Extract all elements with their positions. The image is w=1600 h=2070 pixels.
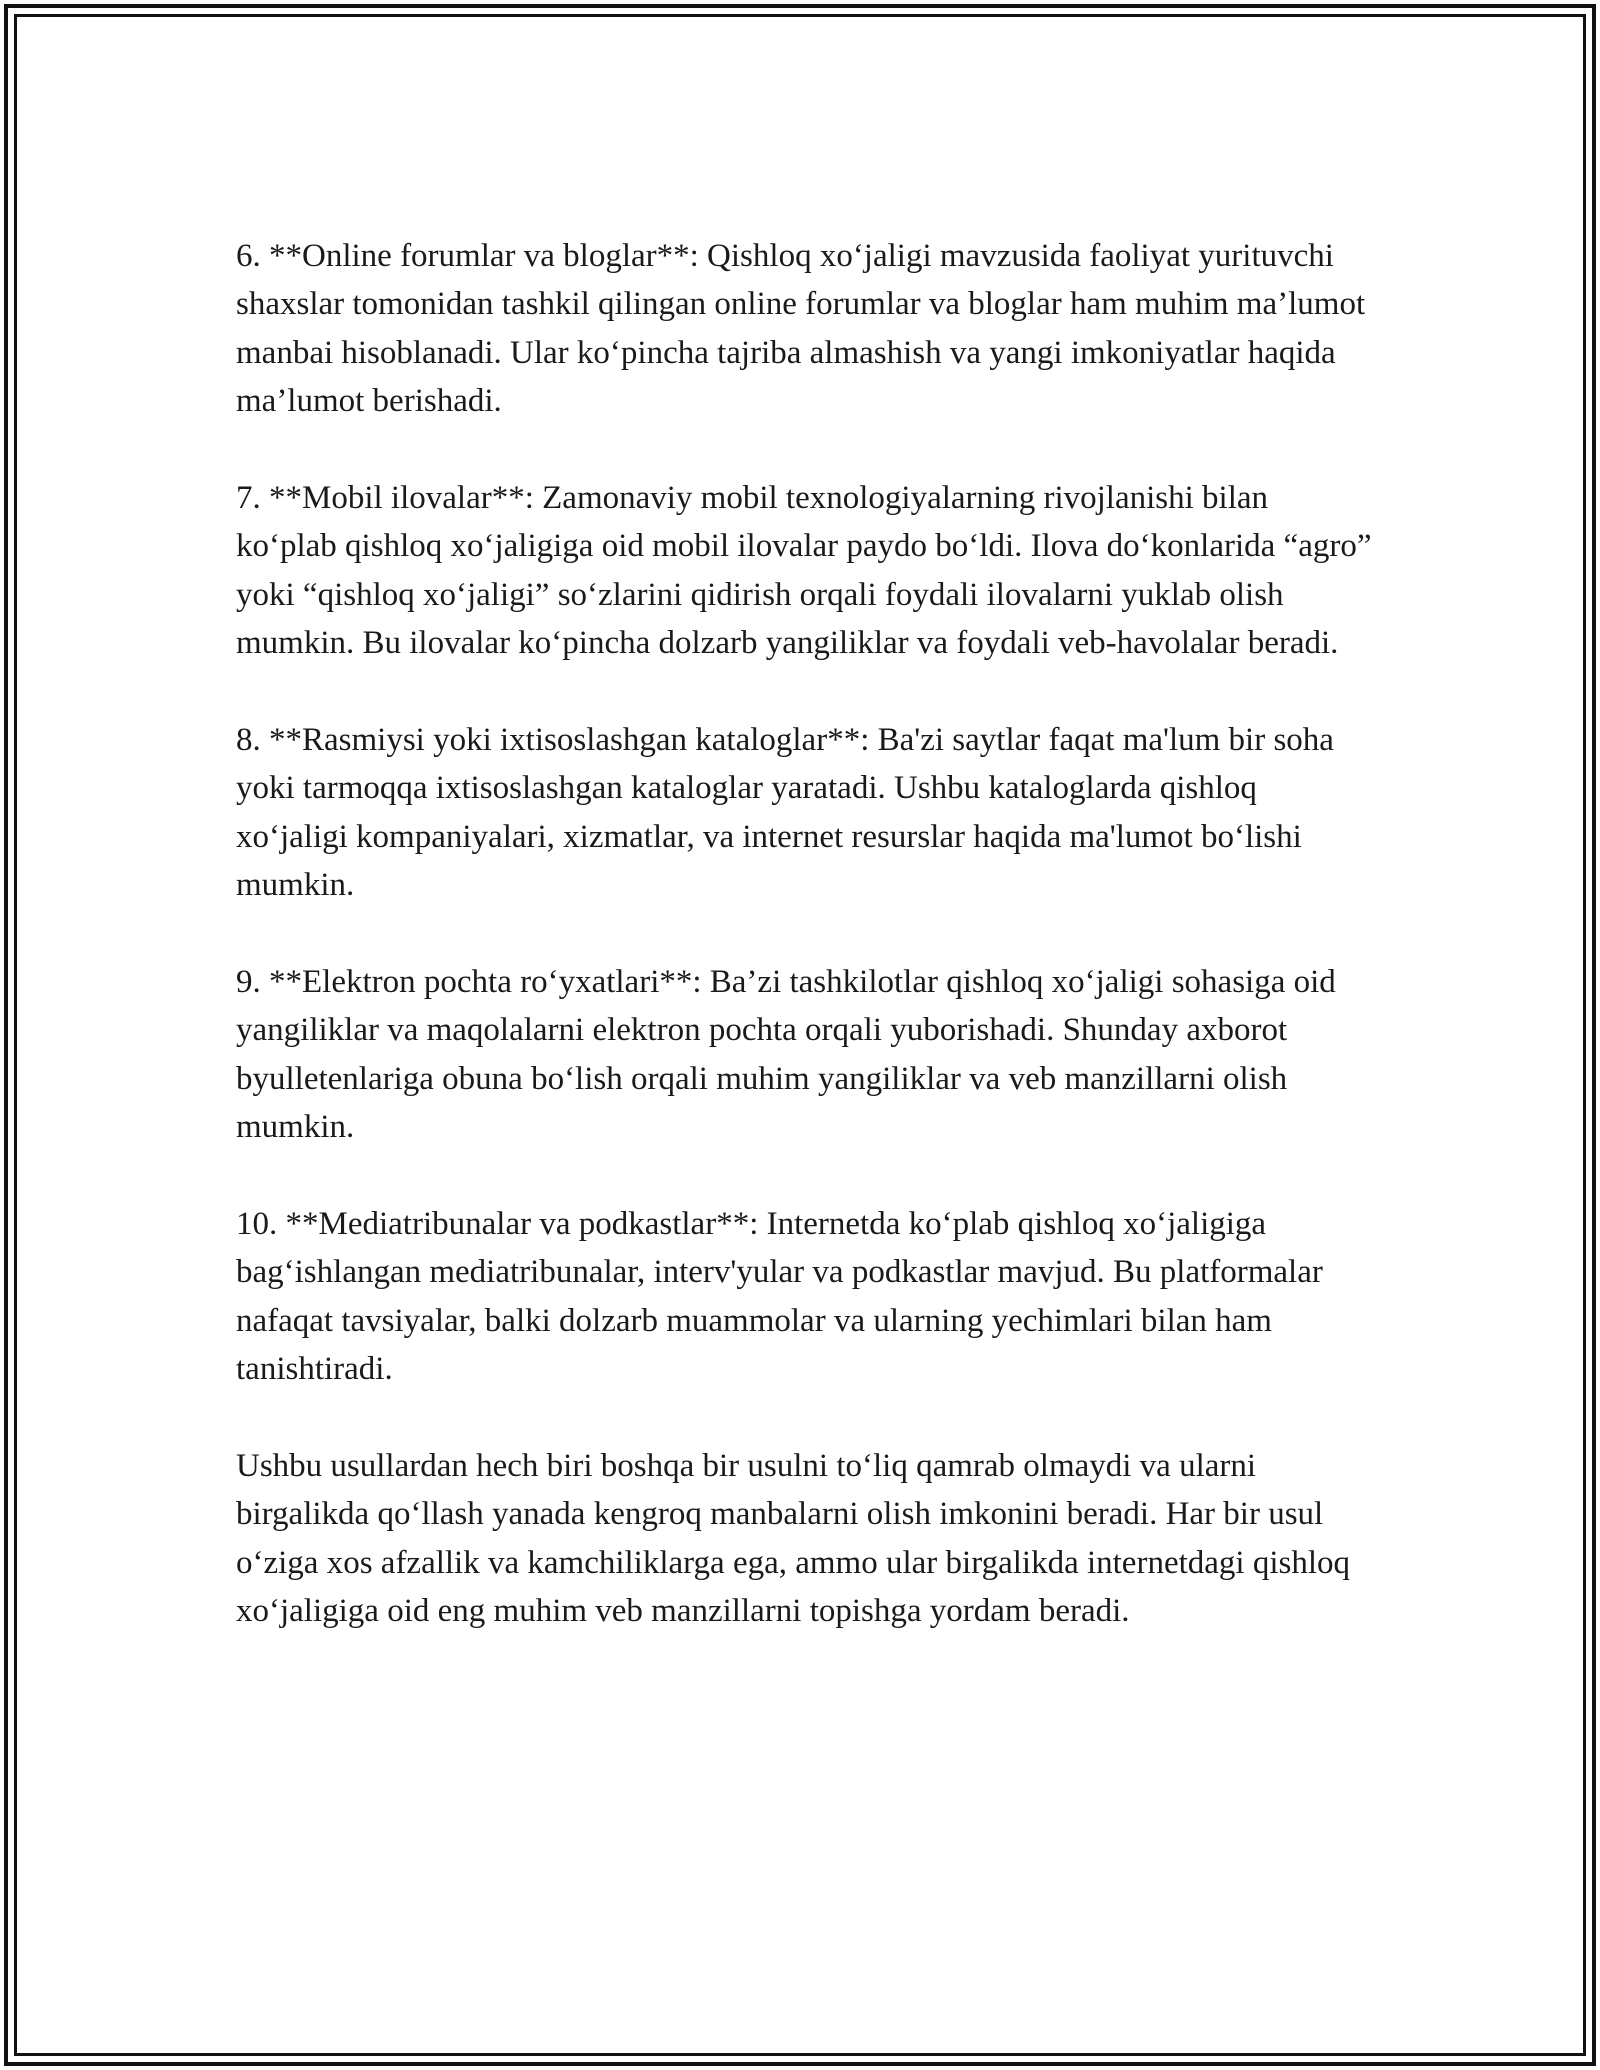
paragraph-email-lists: 9. **Elektron pochta ro‘yxatlari**: Ba’zi tashkilotlar qishloq xo‘jaligi sohasiga oid yangiliklar va maqolalarni elektron pochta orqali yuborishadi. Shunday axborot byulletenlariga obuna bo‘lish orqali muhim yangiliklar va veb manzillarni olish mumkin. (236, 964, 1336, 1146)
paragraph-mobile-apps: 7. **Mobil ilovalar**: Zamonaviy mobil texnologiyalarning rivojlanishi bilan ko‘plab qishloq xo‘jaligiga oid mobil ilovalar paydo bo‘ldi. Ilova do‘konlarida “agro” yoki “qishloq xo‘jaligi” so‘zlarini qidirish orqali foydali ilovalarni yuklab olish mumkin. Bu ilovalar ko‘pincha dolzarb yangiliklar va foydali veb-havolalar beradi. (236, 480, 1372, 662)
paragraph-online-forums: 6. **Online forumlar va bloglar**: Qishloq xo‘jaligi mavzusida faoliyat yurituvchi shaxslar tomonidan tashkil qilingan online forumlar va bloglar ham muhim ma’lumot manbai hisoblanadi. Ular ko‘pincha tajriba almashish va yangi imkoniyatlar haqida ma’lumot berishadi. (236, 238, 1366, 420)
document-body (236, 232, 1376, 1636)
paragraph-media-podcasts: 10. **Mediatribunalar va podkastlar**: Internetda ko‘plab qishloq xo‘jaligiga bag‘ishlangan mediatribunalar, interv'yular va podkastlar mavjud. Bu platformalar nafaqat tavsiyalar, balki dolzarb muammolar va ularning yechimlari bilan ham tanishtiradi. (236, 1206, 1323, 1388)
paragraph-catalogs: 8. **Rasmiysi yoki ixtisoslashgan kataloglar**: Ba'zi saytlar faqat ma'lum bir soha yoki tarmoqqa ixtisoslashgan kataloglar yaratadi. Ushbu kataloglarda qishloq xo‘jaligi kompaniyalari, xizmatlar, va internet resurslar haqida ma'lumot bo‘lishi mumkin. (236, 722, 1334, 904)
paragraph-conclusion: Ushbu usullardan hech biri boshqa bir usulni to‘liq qamrab olmaydi va ularni birgalikda qo‘llash yanada kengroq manbalarni olish imkonini beradi. Har bir usul o‘ziga xos afzallik va kamchiliklarga ega, ammo ular birgalikda internetdagi qishloq xo‘jaligiga oid eng muhim veb manzillarni topishga yordam beradi. (236, 1448, 1351, 1630)
